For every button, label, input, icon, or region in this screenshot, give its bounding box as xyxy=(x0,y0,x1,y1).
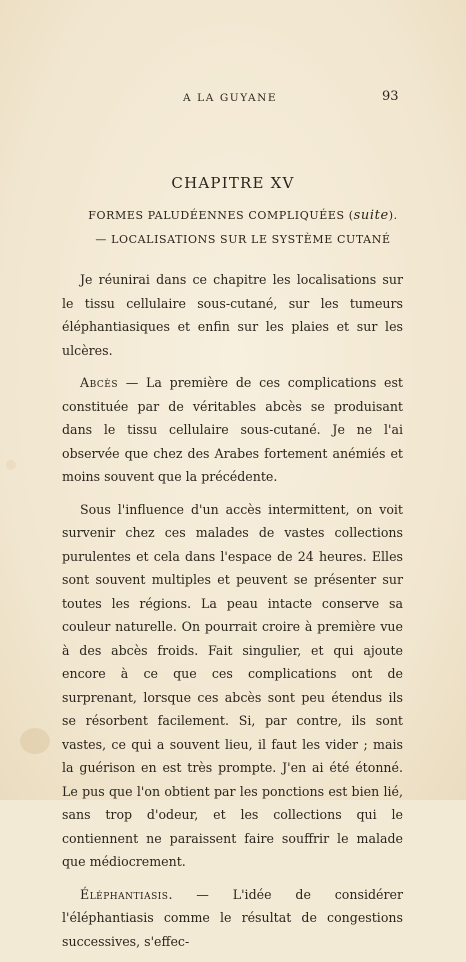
paragraph xyxy=(62,268,403,362)
paragraph-text: . — L'idée de considérer l'éléphantiasis comme le résultat de congestions successives, s'effec- xyxy=(62,886,403,949)
paper-stain xyxy=(20,728,50,754)
paragraph xyxy=(62,883,403,954)
subtitle-text: ). — LOCALISATIONS SUR LE SYSTÈME CUTANÉ xyxy=(95,209,398,246)
paragraph-text: Je réunirai dans ce chapitre les localisations sur le tissu cellulaire sous-cutané, sur les tumeurs éléphantiasiques et enfin sur les plaies et sur les ulcères. xyxy=(62,272,403,358)
running-head: A LA GUYANE xyxy=(183,92,278,104)
chapter-title: CHAPITRE XV xyxy=(171,174,295,192)
paragraph-text: — La première de ces complications est constituée par de véritables abcès se produisant dans le tissu cellulaire sous-cutané. Je ne l'ai observée que chez des Arabes fortement anémiés et moins souvent que la précédente. xyxy=(62,375,403,484)
paragraph-text: Sous l'influence d'un accès intermittent, on voit survenir chez ces malades de vastes collections purulentes et cela dans l'espace de 24 heures. Elles sont souvent multiples et peuvent se présenter sur toutes les régions. La peau intacte conserve sa couleur naturelle. On pourrait croire à première vue à des abcès froids. Fait singulier, et qui ajoute encore à ce que ces complications ont de surprenant, lorsque ces abcès sont peu étendus ils se résorbent facilement. Si, par contre, ils sont vastes, ce qui a souvent lieu, il faut les vider ; mais la guérison en est très prompte. J'en ai été étonné. Le pus que l'on obtient par les ponctions est bien lié, sans trop d'odeur, et les collections qui le contiennent ne paraissent faire souffrir le malade que médiocrement. xyxy=(62,501,403,869)
chapter-subtitle xyxy=(88,204,398,252)
subtitle-italic: suite xyxy=(353,208,389,223)
subtitle-text: FORMES PALUDÉENNES COMPLIQUÉES ( xyxy=(88,209,354,222)
paragraph-lead: Abcès xyxy=(80,375,118,390)
page-header xyxy=(0,89,466,110)
paragraph-lead: Éléphantiasis xyxy=(80,886,169,902)
paper-stain xyxy=(6,460,16,470)
page-number: 93 xyxy=(382,89,399,104)
paragraph xyxy=(62,498,403,874)
paragraph xyxy=(62,371,403,489)
body-text xyxy=(62,268,403,962)
